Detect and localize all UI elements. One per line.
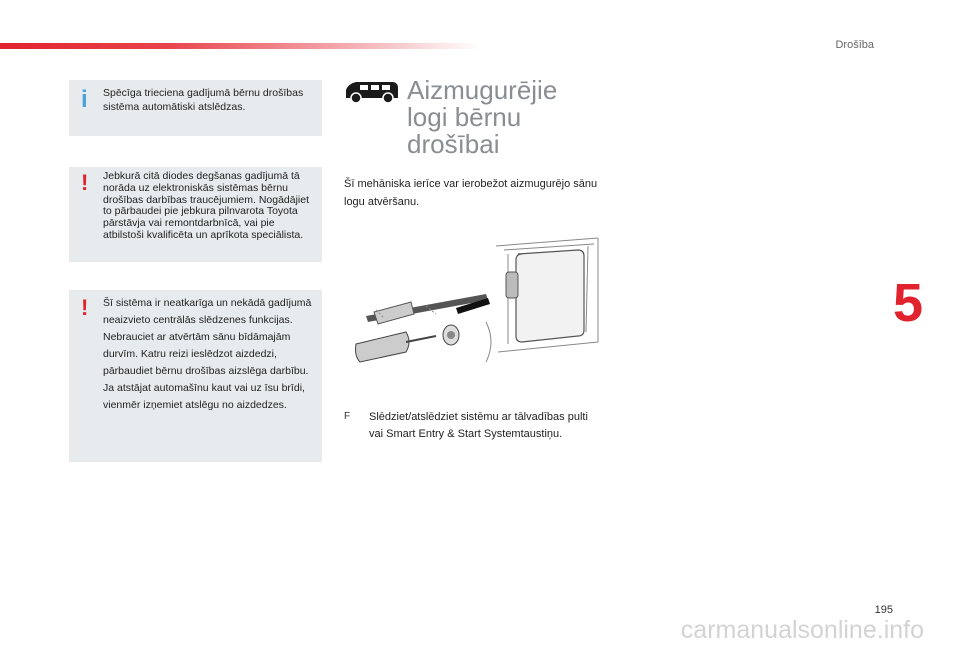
warning-note-malfunction-text: Jebkurā citā diodes degšanas gadījumā tā norāda uz elektroniskās sistēmas bērnu drošības darbības traucējumiem. Nogādājiet to pārbaudei pie jebkura pilnvarota Toyota pārstāvja vai remontdarbnīcā, vai pie atbilstoši kvalificēta un aprīkota speciālista. (103, 170, 310, 241)
section-title: Drošība (835, 39, 874, 51)
van-icon (344, 80, 400, 104)
child-lock-illustration (336, 232, 606, 382)
page-heading: Aizmugurējie logi bērnu drošībai (407, 75, 558, 159)
info-icon: i (81, 86, 88, 113)
intro-text: Šī mehāniska ierīce var ierobežot aizmugurējo sānu logu atvēršanu. (344, 178, 598, 208)
warning-icon: ! (81, 170, 89, 195)
watermark: carmanualsonline.info (680, 616, 924, 644)
warning-note-independent-system (69, 290, 322, 462)
info-note (69, 80, 322, 136)
warning-note-malfunction (69, 167, 322, 262)
info-note-text: Spēcīga trieciena gadījumā bērnu drošības sistēma automātiski atslēdzas. (103, 87, 304, 113)
bullet-marker: F (344, 411, 351, 422)
warning-icon: ! (81, 295, 89, 320)
header-accent-bar (0, 43, 480, 49)
page-number: 195 (874, 604, 893, 616)
chapter-number: 5 (893, 273, 924, 333)
instruction-text: Slēdziet/atslēdziet sistēmu ar tālvadības pulti vai Smart Entry & Start Systemtaustiņu. (369, 411, 588, 440)
warning-note-independent-text: Šī sistēma ir neatkarīga un nekādā gadījumā neaizvieto centrālās slēdzenes funkcijas. Nebrauciet ar atvērtām sānu bīdāmajām durvīm. Katru reizi ieslēdzot aizdedzi, pārbaudiet bērnu drošības aizslēga darbību. Ja atstājat automašīnu kaut vai uz īsu brīdi, vienmēr izņemiet atslēgu no aizdedzes. (103, 297, 312, 411)
